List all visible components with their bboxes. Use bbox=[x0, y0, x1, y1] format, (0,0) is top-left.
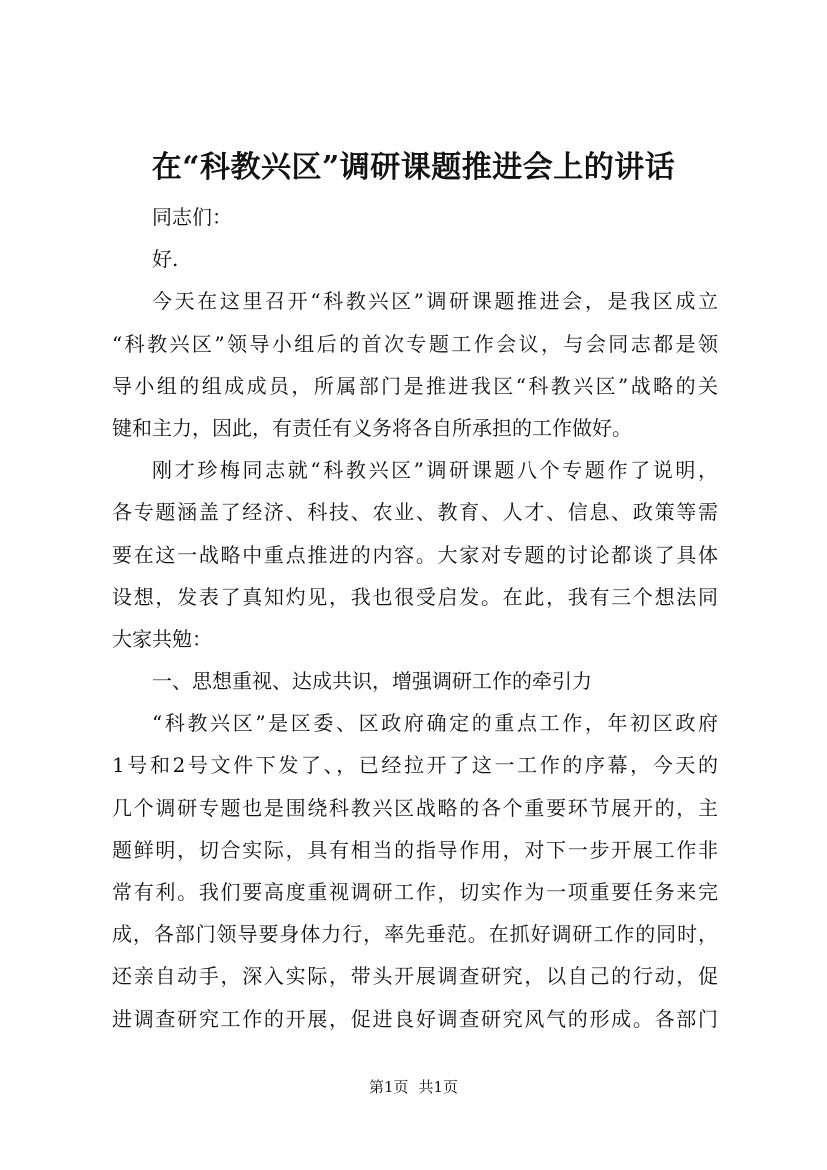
body-line: 刚才珍梅同志就“科教兴区”调研课题八个专题作了说明， bbox=[152, 458, 718, 483]
body-line: 常有利。我们要高度重视调研工作，切实作为一项重要任务来完 bbox=[112, 880, 718, 904]
body-line: “科教兴区”领导小组后的首次专题工作会议，与会同志都是领 bbox=[112, 331, 718, 356]
document-title: 在“科教兴区”调研课题推进会上的讲话 bbox=[151, 150, 676, 185]
body-line: 进调查研究工作的开展，促进良好调查研究风气的形成。各部门 bbox=[112, 1006, 718, 1031]
body-line: 要在这一战略中重点推进的内容。大家对专题的讨论都谈了具体 bbox=[112, 542, 718, 567]
body-line: 题鲜明，切合实际，具有相当的指导作用，对下一步开展工作非 bbox=[112, 837, 718, 862]
body-line: 还亲自动手，深入实际，带头开展调查研究，以自己的行动，促 bbox=[112, 964, 718, 989]
body-line: 成，各部门领导要身体力行，率先垂范。在抓好调研工作的同时， bbox=[112, 922, 718, 947]
body-line: 各专题涵盖了经济、科技、农业、教育、人才、信息、政策等需 bbox=[112, 500, 718, 525]
body-line: 大家共勉： bbox=[112, 626, 212, 651]
body-line: 设想，发表了真知灼见，我也很受启发。在此，我有三个想法同 bbox=[112, 584, 718, 609]
page-number: 第1页 bbox=[368, 1078, 409, 1096]
document-body bbox=[112, 196, 718, 1040]
body-line: 1号和2号文件下发了、，已经拉开了这一工作的序幕，今天的 bbox=[112, 753, 718, 778]
body-line: “科教兴区”是区委、区政府确定的重点工作，年初区政府 bbox=[152, 711, 718, 736]
body-line: 键和主力，因此，有责任有义务将各自所承担的工作做好。 bbox=[112, 415, 632, 440]
page-total: 共1页 bbox=[418, 1078, 459, 1096]
body-line: 导小组的组成成员，所属部门是推进我区“科教兴区”战略的关 bbox=[112, 373, 718, 398]
page-footer bbox=[0, 1076, 827, 1098]
body-line: 几个调研专题也是围绕科教兴区战略的各个重要环节展开的，主 bbox=[112, 795, 718, 820]
body-line: 同志们： bbox=[152, 205, 232, 229]
section-heading: 一、思想重视、达成共识，增强调研工作的牵引力 bbox=[152, 669, 592, 694]
body-line: 今天在这里召开“科教兴区”调研课题推进会，是我区成立 bbox=[152, 289, 718, 314]
body-line: 好. bbox=[152, 247, 179, 272]
